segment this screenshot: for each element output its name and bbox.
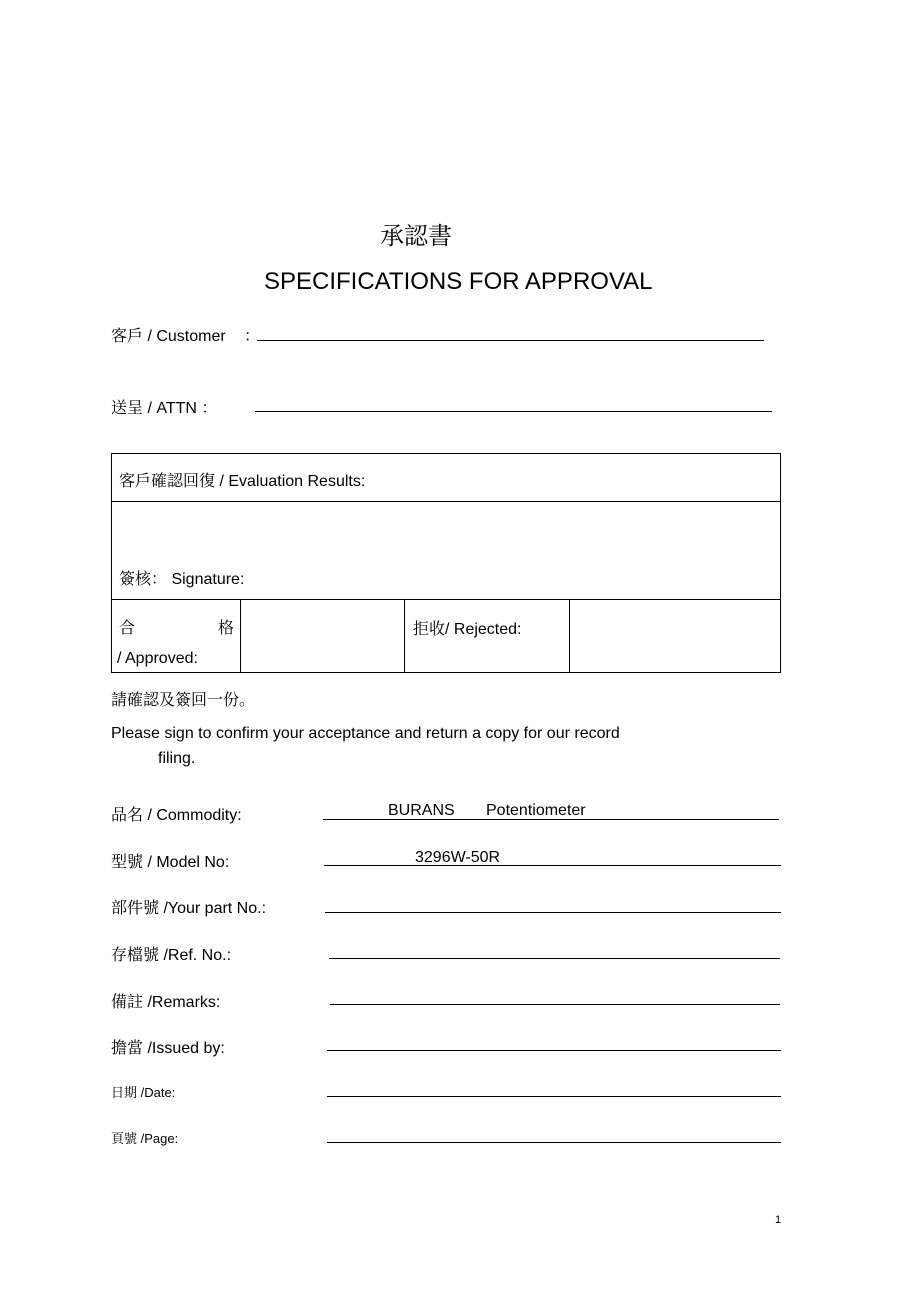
commodity-value-brand: BURANS [388, 802, 455, 819]
evaluation-table [111, 453, 781, 673]
part-number-label: 部件號 /Your part No.: [111, 900, 267, 917]
commodity-value-type: Potentiometer [486, 802, 586, 819]
ref-number-field-line[interactable] [329, 958, 780, 959]
date-field-line[interactable] [327, 1096, 781, 1097]
date-label: 日期 /Date: [111, 1085, 176, 1100]
notice-english-line1: Please sign to confirm your acceptance and return a copy for our record [111, 725, 620, 742]
approved-field[interactable] [241, 600, 404, 672]
rejected-field[interactable] [570, 600, 780, 672]
approved-label-cn-2: 格 [218, 620, 235, 637]
notice-chinese: 請確認及簽回一份。 [111, 692, 256, 709]
part-number-field-line[interactable] [325, 912, 781, 913]
customer-colon: ： [244, 328, 261, 345]
page-number: 1 [775, 1214, 782, 1226]
evaluation-results-label: 客戶確認回復 / Evaluation Results: [119, 473, 366, 490]
attn-label: 送呈 / ATTN ： [111, 400, 218, 417]
ref-number-label: 存檔號 /Ref. No.: [111, 947, 232, 964]
model-value: 3296W-50R [415, 849, 501, 866]
notice-english-line2: filing. [158, 750, 196, 767]
issued-by-label: 擔當 /Issued by: [111, 1040, 225, 1057]
signature-area[interactable] [112, 502, 780, 599]
model-label: 型號 / Model No: [111, 854, 230, 871]
page-title: SPECIFICATIONS FOR APPROVAL [264, 268, 653, 295]
issued-by-field-line[interactable] [327, 1050, 781, 1051]
rejected-label: 拒收/ Rejected: [413, 621, 522, 638]
customer-field-line[interactable] [257, 340, 764, 341]
page-label: 頁號 /Page: [111, 1131, 179, 1146]
remarks-field-line[interactable] [330, 1004, 780, 1005]
commodity-field-line[interactable] [323, 819, 779, 820]
approved-label: / Approved: [117, 650, 198, 667]
commodity-label: 品名 / Commodity: [111, 807, 242, 824]
page-title-chinese: 承認書 [380, 223, 452, 250]
model-field-line[interactable] [324, 865, 781, 866]
page-field-line[interactable] [327, 1142, 781, 1143]
approved-label-cn-1: 合 [119, 620, 136, 637]
customer-label: 客戶 / Customer [111, 328, 226, 345]
attn-field-line[interactable] [255, 411, 772, 412]
cell-divider [404, 600, 405, 672]
remarks-label: 備註 /Remarks: [111, 994, 221, 1011]
signature-label: 簽核： Signature: [119, 571, 245, 588]
